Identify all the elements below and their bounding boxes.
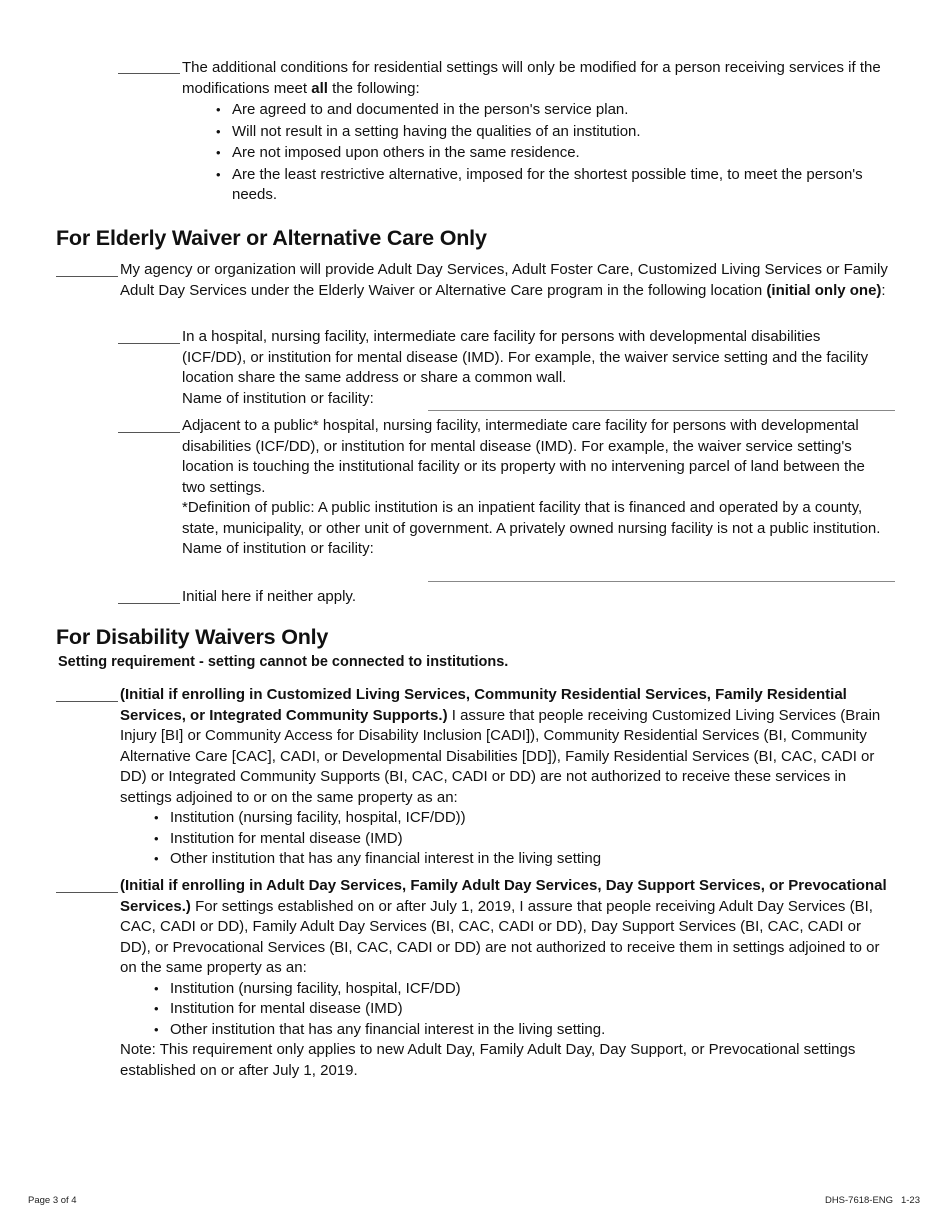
- option-2-text: Adjacent to a public* hospital, nursing facility, intermediate care facility for persons with developmental disabilities (ICF/DD), or institution for mental disease (IMD). For example, the waiver service setting's location is touching the institutional facility or its property with no intervening parcel of land between the two settings.: [182, 417, 865, 496]
- residential-intro-end: the following:: [332, 79, 420, 97]
- elderly-intro: [120, 260, 890, 301]
- elderly-intro-text: My agency or organization will provide Adult Day Services, Adult Foster Care, Customized Living Services or Family Adult Day Services under the Elderly Waiver or Alternative Care program in the following location: [120, 261, 888, 299]
- disability-item-2: [120, 876, 895, 1081]
- disability-item-1-bold: (Initial if enrolling in Customized Living Services, Community Residential Services, Family Residential Services, or Integrated Community Supports.): [120, 686, 847, 724]
- form-id: DHS-7618-ENG 1-23: [824, 1195, 920, 1206]
- list-item: • Other institution that has any financial interest in the living setting.: [152, 1020, 895, 1041]
- disability-item-1-bullets: [152, 808, 895, 870]
- elderly-option-1: [182, 327, 882, 409]
- initial-blank-disability-2[interactable]: [56, 892, 118, 893]
- list-item: • Will not result in a setting having the qualities of an institution.: [214, 122, 882, 143]
- disability-item-1-text: I assure that people receiving Customized Living Services (Brain Injury [BI] or Community Access for Disability Inclusion [CADI]), Community Residential Services (BI, Community Alternative Care [CAC], CADI, or Developmental Disabilities [DD]), Family Residential Services (BI, CAC, CADI or DD) or Integrated Community Supports (BI, CAC, CADI or DD) are not authorized to receive these services in settings adjoined to or on the same property as an:: [120, 706, 881, 806]
- initial-blank-disability-1[interactable]: [56, 701, 118, 702]
- disability-item-2-bullets: [152, 979, 895, 1041]
- option-1-facility-name-field[interactable]: [428, 410, 895, 411]
- option-2-definition: *Definition of public: A public institution is an inpatient facility that is financed and operated by a county, state, municipality, or other unit of government. A privately owned nursing facility is not a public institution.: [182, 499, 881, 537]
- list-item: • Institution (nursing facility, hospital, ICF/DD): [152, 979, 895, 1000]
- list-item: • Are the least restrictive alternative, imposed for the shortest possible time, to meet the person's needs.: [214, 165, 882, 206]
- elderly-option-2: [182, 416, 887, 560]
- disability-subheading: Setting requirement - setting cannot be connected to institutions.: [58, 654, 509, 670]
- option-2-field-label: Name of institution or facility:: [182, 540, 374, 557]
- initial-blank-elderly[interactable]: [56, 276, 118, 277]
- list-item: • Are not imposed upon others in the same residence.: [214, 143, 882, 164]
- elderly-intro-end: :: [881, 281, 886, 299]
- residential-intro-bold: all: [311, 79, 328, 97]
- initial-blank-residential[interactable]: [118, 73, 180, 74]
- elderly-heading: For Elderly Waiver or Alternative Care Only: [56, 226, 487, 250]
- list-item: • Other institution that has any financial interest in the living setting: [152, 849, 895, 870]
- elderly-option-3: Initial here if neither apply.: [182, 588, 356, 605]
- disability-heading: For Disability Waivers Only: [56, 625, 329, 649]
- list-item: • Institution for mental disease (IMD): [152, 999, 895, 1020]
- option-1-field-label: Name of institution or facility:: [182, 389, 374, 407]
- elderly-intro-bold: (initial only one): [766, 281, 882, 299]
- initial-blank-option-1[interactable]: [118, 343, 180, 344]
- initial-blank-option-3[interactable]: [118, 603, 180, 604]
- page-number: Page 3 of 4: [28, 1195, 77, 1206]
- option-1-text: In a hospital, nursing facility, intermediate care facility for persons with developmental disabilities (ICF/DD), or institution for mental disease (IMD). For example, the waiver service setting and the facility location share the same address or share a common wall.: [182, 328, 869, 386]
- residential-conditions: [182, 58, 882, 206]
- initial-blank-option-2[interactable]: [118, 432, 180, 433]
- option-2-facility-name-field[interactable]: [428, 581, 895, 582]
- disability-item-2-text: For settings established on or after July 1, 2019, I assure that people receiving Adult Day Services (BI, CAC, CADI or DD), Family Adult Day Services (BI, CAC, CADI or DD), Day Support Services (BI, CAC, CADI or DD), or Prevocational Services (BI, CAC, CADI or DD) are not authorized to receive them in settings adjoined to or on the same property as an:: [120, 897, 880, 976]
- disability-item-1: [120, 685, 895, 870]
- list-item: • Are agreed to and documented in the person's service plan.: [214, 100, 882, 121]
- disability-note: Note: This requirement only applies to new Adult Day, Family Adult Day, Day Support, or Prevocational settings established on or after July 1, 2019.: [120, 1041, 856, 1079]
- residential-intro: The additional conditions for residential settings will only be modified for a person receiving services if the modifications meet: [182, 59, 881, 97]
- residential-bullet-list: [214, 100, 882, 206]
- list-item: • Institution for mental disease (IMD): [152, 829, 895, 850]
- list-item: • Institution (nursing facility, hospital, ICF/DD)): [152, 808, 895, 829]
- disability-item-2-bold: (Initial if enrolling in Adult Day Services, Family Adult Day Services, Day Support Services, or Prevocational Services.): [120, 877, 887, 915]
